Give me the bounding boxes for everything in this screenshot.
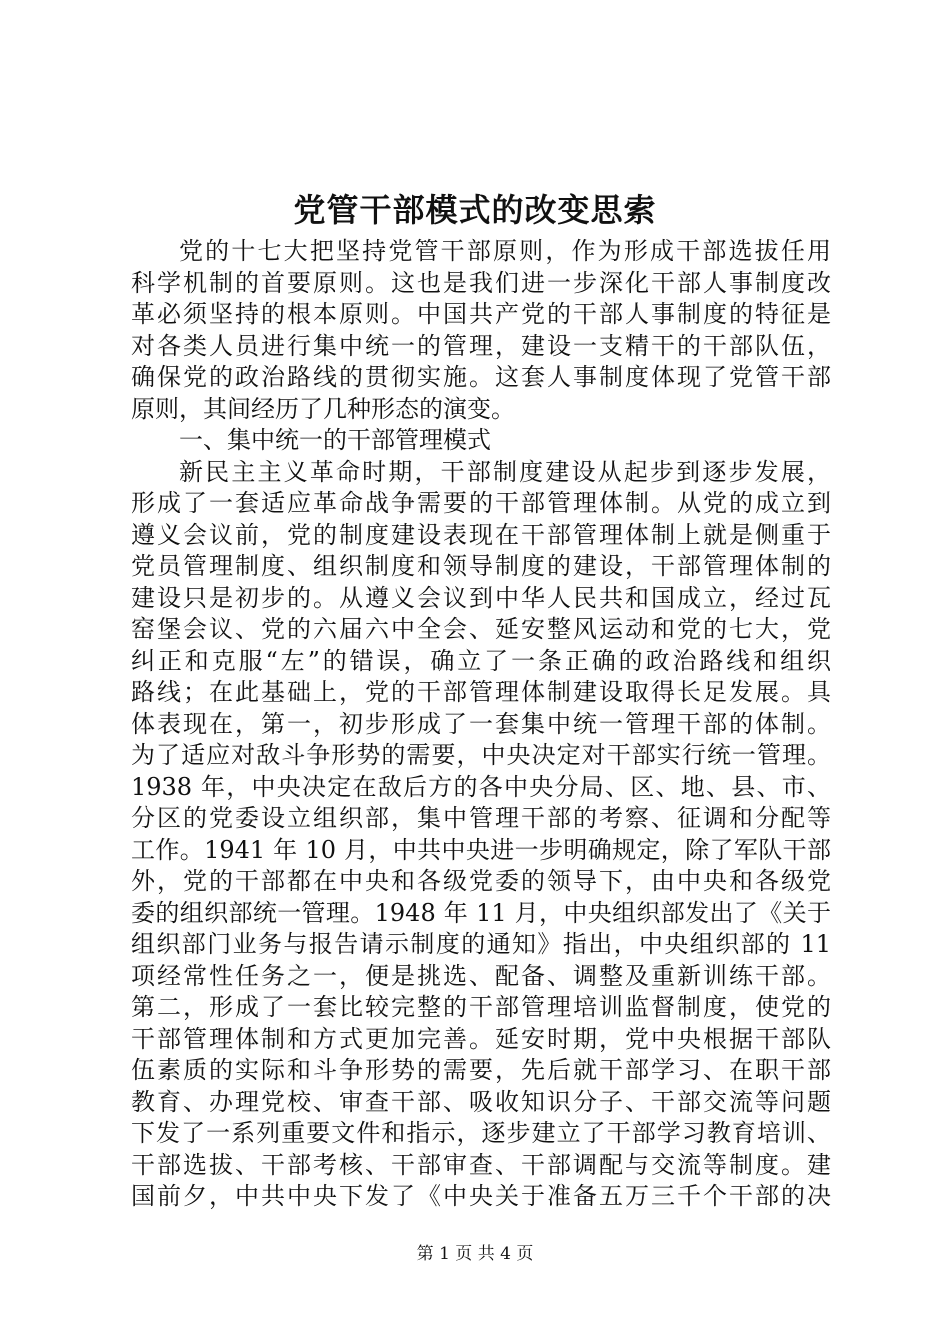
text-line: 分区的党委设立组织部，集中管理干部的考察、征调和分配等 xyxy=(131,804,831,832)
text-line: 下发了一系列重要文件和指示，逐步建立了干部学习教育培训、 xyxy=(131,1119,831,1147)
text-line: 国前夕，中共中央下发了《中央关于准备五万三千个干部的决 xyxy=(131,1182,831,1210)
text-line: 党的十七大把坚持党管干部原则，作为形成干部选拔任用 xyxy=(179,237,831,265)
text-line: 党员管理制度、组织制度和领导制度的建设，干部管理体制的 xyxy=(131,552,831,580)
text-line: 窑堡会议、党的六届六中全会、延安整风运动和党的七大，党 xyxy=(131,615,831,643)
text-line: 工作。1941 年 10 月，中共中央进一步明确规定，除了军队干部 xyxy=(131,835,831,864)
text-line: 外，党的干部都在中央和各级党委的领导下，由中央和各级党 xyxy=(131,867,831,895)
text-line: 为了适应对敌斗争形势的需要，中央决定对干部实行统一管理。 xyxy=(131,741,831,769)
text-line: 1938 年，中央决定在敌后方的各中央分局、区、地、县、市、 xyxy=(131,772,831,801)
text-line: 体表现在，第一，初步形成了一套集中统一管理干部的体制。 xyxy=(131,709,831,738)
page-title: 党管干部模式的改变思索 xyxy=(293,191,657,229)
text-line: 确保党的政治路线的贯彻实施。这套人事制度体现了党管干部 xyxy=(131,363,831,391)
text-line: 路线；在此基础上，党的干部管理体制建设取得长足发展。具 xyxy=(131,678,831,706)
text-line: 建设只是初步的。从遵义会议到中华人民共和国成立，经过瓦 xyxy=(131,583,831,612)
text-line: 项经常性任务之一，便是挑选、配备、调整及重新训练干部。 xyxy=(131,961,831,990)
text-line: 教育、办理党校、审查干部、吸收知识分子、干部交流等问题 xyxy=(131,1087,831,1116)
text-line: 干部选拔、干部考核、干部审查、干部调配与交流等制度。建 xyxy=(131,1150,831,1179)
text-line: 对各类人员进行集中统一的管理，建设一支精干的干部队伍， xyxy=(131,331,831,360)
text-line: 纠正和克服“左”的错误，确立了一条正确的政治路线和组织 xyxy=(131,646,831,675)
text-line: 组织部门业务与报告请示制度的通知》指出，中央组织部的 11 xyxy=(131,930,831,958)
text-line: 第二，形成了一套比较完整的干部管理培训监督制度，使党的 xyxy=(131,993,831,1021)
text-line: 形成了一套适应革命战争需要的干部管理体制。从党的成立到 xyxy=(131,489,831,517)
text-line: 新民主主义革命时期，干部制度建设从起步到逐步发展， xyxy=(179,457,831,486)
text-line: 干部管理体制和方式更加完善。延安时期，党中央根据干部队 xyxy=(131,1024,831,1053)
text-line: 伍素质的实际和斗争形势的需要，先后就干部学习、在职干部 xyxy=(131,1056,831,1084)
document-body xyxy=(131,236,831,1213)
text-line: 科学机制的首要原则。这也是我们进一步深化干部人事制度改 xyxy=(131,268,831,297)
text-line: 革必须坚持的根本原则。中国共产党的干部人事制度的特征是 xyxy=(131,300,831,328)
page-footer: 第 1 页 共 4 页 xyxy=(416,1244,534,1264)
section-heading: 一、集中统一的干部管理模式 xyxy=(179,426,491,454)
text-line: 原则，其间经历了几种形态的演变。 xyxy=(131,394,515,423)
text-line: 委的组织部统一管理。1948 年 11 月，中央组织部发出了《关于 xyxy=(131,898,831,927)
text-line: 遵义会议前，党的制度建设表现在干部管理体制上就是侧重于 xyxy=(131,520,831,549)
